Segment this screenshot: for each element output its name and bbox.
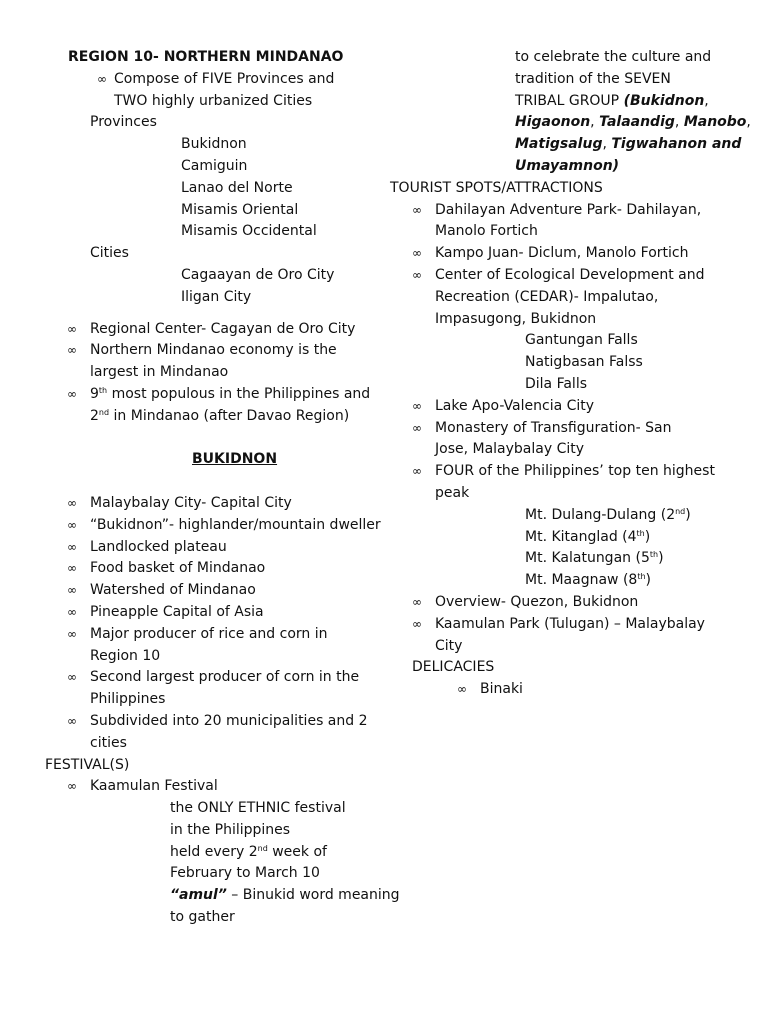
infinity-bullet-icon: ∞ (67, 779, 77, 794)
tourist-label: TOURIST SPOTS/ATTRACTIONS (390, 179, 603, 196)
festival-detail: February to March 10 (170, 865, 320, 882)
region-intro-line: ∞ Compose of FIVE Provinces and (114, 69, 498, 91)
tourist-item-continuation: Impasugong, Bukidnon (435, 310, 597, 327)
festival-continuation: Matigsalug, Tigwahanon and (515, 136, 742, 153)
peak-item: Mt. Dulang-Dulang (2nd) (525, 506, 691, 523)
region-bullet-continuation: 2nd in Mindanao (after Davao Region) (90, 407, 350, 424)
region-title: REGION 10- NORTHERN MINDANAO (68, 49, 344, 65)
infinity-bullet-icon: ∞ (67, 386, 77, 401)
delicacies-label: DELICACIES (412, 659, 495, 676)
tourist-item: ∞ Center of Ecological Development and (435, 265, 768, 287)
falls-item: Natigbasan Falss (525, 354, 643, 371)
region-bullet-item: ∞ 9th most populous in the Philippines and (90, 384, 474, 406)
bukidnon-list (0, 493, 384, 755)
festival-detail: held every 2nd week of (170, 843, 327, 860)
region-bullet-item: ∞ Northern Mindanao economy is the (90, 340, 474, 362)
tourist-item-continuation: Manolo Fortich (435, 223, 538, 240)
tourist-item: ∞ Kaamulan Park (Tulugan) – Malaybalay (435, 614, 768, 636)
infinity-bullet-icon: ∞ (67, 670, 77, 685)
bukidnon-item: ∞ Landlocked plateau (90, 537, 474, 559)
festival-continuation: tradition of the SEVEN (515, 70, 671, 87)
infinity-bullet-icon: ∞ (412, 594, 422, 609)
infinity-bullet-icon: ∞ (412, 202, 422, 217)
peak-item: Mt. Kitanglad (4th) (525, 528, 651, 545)
bukidnon-item: ∞ Watershed of Mindanao (90, 580, 474, 602)
city-item: Iligan City (181, 288, 252, 305)
infinity-bullet-icon: ∞ (67, 321, 77, 336)
bukidnon-item: ∞ “Bukidnon”- highlander/mountain dweller (90, 515, 474, 537)
infinity-bullet-icon: ∞ (67, 495, 77, 510)
bukidnon-item: ∞ Second largest producer of corn in the (90, 667, 474, 689)
province-item: Misamis Occidental (181, 223, 317, 240)
infinity-bullet-icon: ∞ (67, 517, 77, 532)
infinity-bullet-icon: ∞ (412, 246, 422, 261)
bukidnon-item: ∞ Major producer of rice and corn in (90, 624, 474, 646)
festival-detail: the ONLY ETHNIC festival (170, 800, 346, 817)
city-item: Cagaayan de Oro City (181, 266, 335, 283)
infinity-bullet-icon: ∞ (67, 604, 77, 619)
infinity-bullet-icon: ∞ (67, 713, 77, 728)
infinity-bullet-icon: ∞ (457, 682, 467, 697)
infinity-bullet-icon: ∞ (67, 539, 77, 554)
right-column (384, 47, 754, 701)
infinity-bullet-icon: ∞ (67, 583, 77, 598)
region-bullet-continuation: largest in Mindanao (90, 364, 229, 381)
infinity-bullet-icon: ∞ (67, 561, 77, 576)
region-bullet-item: ∞ Regional Center- Cagayan de Oro City (90, 319, 474, 341)
tourist-item: ∞ Dahilayan Adventure Park- Dahilayan, (435, 200, 768, 222)
festival-detail: in the Philippines (170, 821, 291, 838)
festival-continuation: to celebrate the culture and (515, 49, 712, 65)
province-item: Lanao del Norte (181, 179, 293, 196)
tourist-item-continuation: Recreation (CEDAR)- Impalutao, (435, 288, 659, 305)
festival-continuation: Higaonon, Talaandig, Manobo, (515, 114, 751, 131)
bukidnon-item-continuation: cities (90, 734, 127, 751)
left-column (0, 47, 400, 929)
bukidnon-item: ∞ Food basket of Mindanao (90, 558, 474, 580)
bukidnon-heading: BUKIDNON (192, 451, 278, 468)
infinity-bullet-icon: ∞ (97, 71, 107, 86)
festival-detail: “amul” – Binukid word meaning (170, 887, 400, 904)
province-item: Misamis Oriental (181, 201, 299, 218)
bukidnon-item: ∞ Malaybalay City- Capital City (90, 493, 474, 515)
tourist-item: ∞ Lake Apo-Valencia City (435, 396, 768, 418)
province-item: Bukidnon (181, 136, 247, 153)
festival-detail: to gather (170, 909, 235, 926)
delicacy-item: ∞ Binaki (480, 679, 768, 701)
tourist-item-continuation: Jose, Malaybalay City (435, 441, 585, 458)
peak-item: Mt. Kalatungan (5th) (525, 550, 664, 567)
bukidnon-item-continuation: Region 10 (90, 647, 161, 664)
bukidnon-item: ∞ Subdivided into 20 municipalities and 2 (90, 711, 474, 733)
tourist-item-continuation: City (435, 637, 463, 654)
tourist-item: ∞ Overview- Quezon, Bukidnon (435, 592, 768, 614)
tourist-item: ∞ Kampo Juan- Diclum, Manolo Fortich (435, 243, 768, 265)
infinity-bullet-icon: ∞ (412, 267, 422, 282)
bukidnon-item: ∞ Pineapple Capital of Asia (90, 602, 474, 624)
falls-item: Dila Falls (525, 375, 588, 392)
festival-continuation: TRIBAL GROUP (Bukidnon, (515, 92, 709, 109)
cities-label: Cities (90, 245, 129, 262)
infinity-bullet-icon: ∞ (67, 626, 77, 641)
tourist-item: ∞ Monastery of Transfiguration- San (435, 418, 768, 440)
bukidnon-item-continuation: Philippines (90, 691, 166, 708)
infinity-bullet-icon: ∞ (412, 464, 422, 479)
infinity-bullet-icon: ∞ (67, 343, 77, 358)
falls-item: Gantungan Falls (525, 332, 638, 349)
province-item: Camiguin (181, 157, 248, 174)
peak-item: Mt. Maagnaw (8th) (525, 572, 652, 589)
festival-item: ∞ Kaamulan Festival (90, 776, 474, 798)
festival-continuation: Umayamnon) (515, 157, 620, 174)
infinity-bullet-icon: ∞ (412, 616, 422, 631)
infinity-bullet-icon: ∞ (412, 398, 422, 413)
region-intro-line: TWO highly urbanized Cities (114, 92, 313, 109)
provinces-label: Provinces (90, 114, 157, 131)
festival-label: FESTIVAL(S) (45, 756, 130, 773)
tourist-item-continuation: peak (435, 484, 470, 501)
tourist-item: ∞ FOUR of the Philippines’ top ten highest (435, 461, 768, 483)
infinity-bullet-icon: ∞ (412, 420, 422, 435)
